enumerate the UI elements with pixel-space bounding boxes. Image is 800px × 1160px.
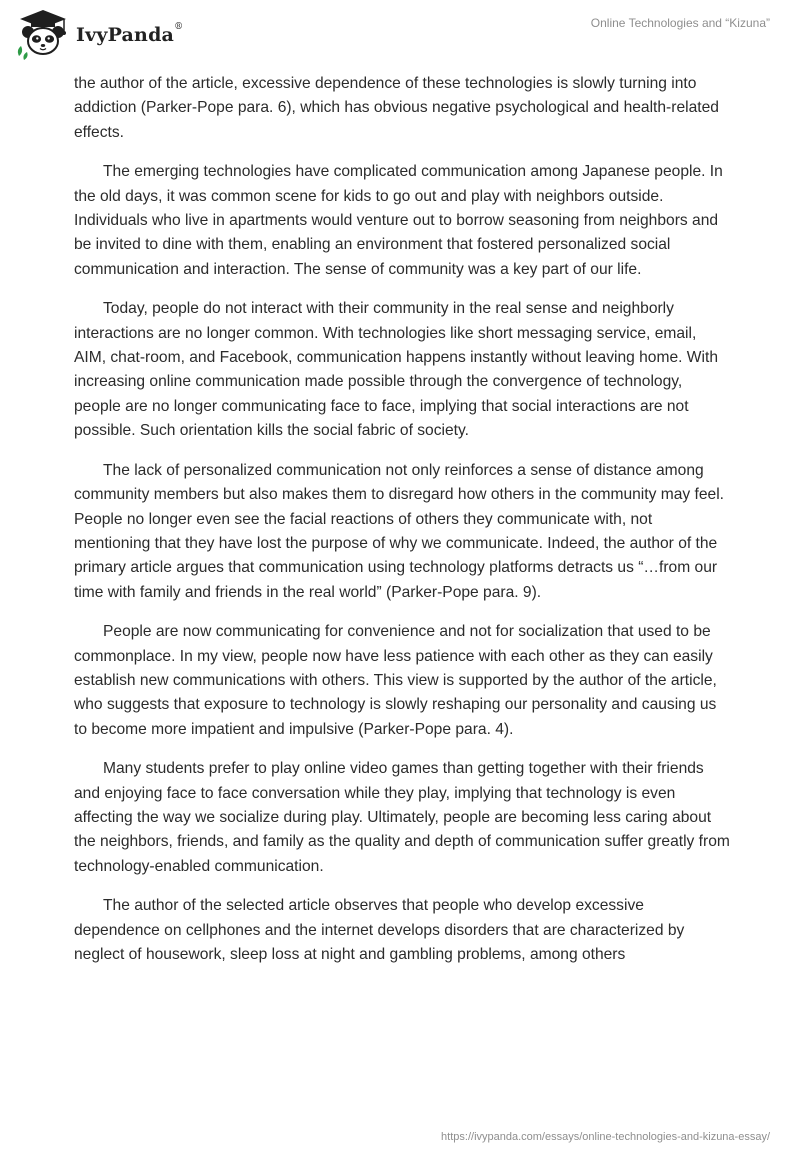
page-header: [0, 0, 800, 70]
brand-text: IvyPanda: [76, 24, 175, 46]
registered-mark: ®: [174, 22, 184, 32]
brand-name: [76, 24, 183, 46]
paragraph-3: Today, people do not interact with their community in the real sense and neighborly interactions are no longer common. With technologies like short messaging service, email, AIM, chat-room, and Facebook, communication happens instantly without leaving home. With increasing online communication made possible through the convergence of technology, people are no longer communicating face to face, implying that social interactions are not possible. Such orientation kills the social fabric of society.: [74, 300, 718, 440]
paragraph-2: The emerging technologies have complicated communication among Japanese people. In the old days, it was common scene for kids to go out and play with neighbors outside. Individuals who live in apartments would venture out to borrow seasoning from neighbors and be invited to dine with them, enabling an environment that fostered personalized social communication and interaction. The sense of community was a key part of our life.: [74, 163, 723, 278]
essay-body: [74, 72, 730, 982]
paragraph-7: The author of the selected article observes that people who develop excessive dependence on cellphones and the internet develops disorders that are characterized by neglect of housework, sleep loss at night and gambling problems, among others: [74, 897, 685, 963]
paragraph-5: People are now communicating for convenience and not for socialization that used to be commonplace. In my view, people now have less patience with each other as they can easily establish new communications with others. This view is supported by the author of the article, who suggests that exposure to technology is slowly reshaping our personality and causing us to become more impatient and impulsive (Parker-Pope para. 4).: [74, 623, 717, 738]
paragraph-6: Many students prefer to play online video games than getting together with their friends and enjoying face to face conversation while they play, implying that technology is even affecting the way we socialize during play. Ultimately, people are becoming less caring about the neighbors, friends, and family as the quality and depth of communication suffer greatly from technology-enabled communication.: [74, 760, 730, 875]
source-url[interactable]: https://ivypanda.com/essays/online-technologies-and-kizuna-essay/: [441, 1131, 770, 1143]
ivypanda-logo[interactable]: [14, 8, 183, 60]
panda-graduate-icon: [14, 8, 72, 60]
running-title: Online Technologies and “Kizuna”: [590, 16, 770, 30]
paragraph-1: the author of the article, excessive dependence of these technologies is slowly turning into addiction (Parker-Pope para. 6), which has obvious negative psychological and health-related effects.: [74, 75, 719, 141]
paragraph-4: The lack of personalized communication not only reinforces a sense of distance among community members but also makes them to disregard how others in the community may feel. People no longer even see the facial reactions of others they communicate with, not mentioning that they have lost the purpose of why we communicate. Indeed, the author of the primary article argues that communication using technology platforms detracts us “…from our time with family and friends in the real world” (Parker-Pope para. 9).: [74, 461, 725, 601]
